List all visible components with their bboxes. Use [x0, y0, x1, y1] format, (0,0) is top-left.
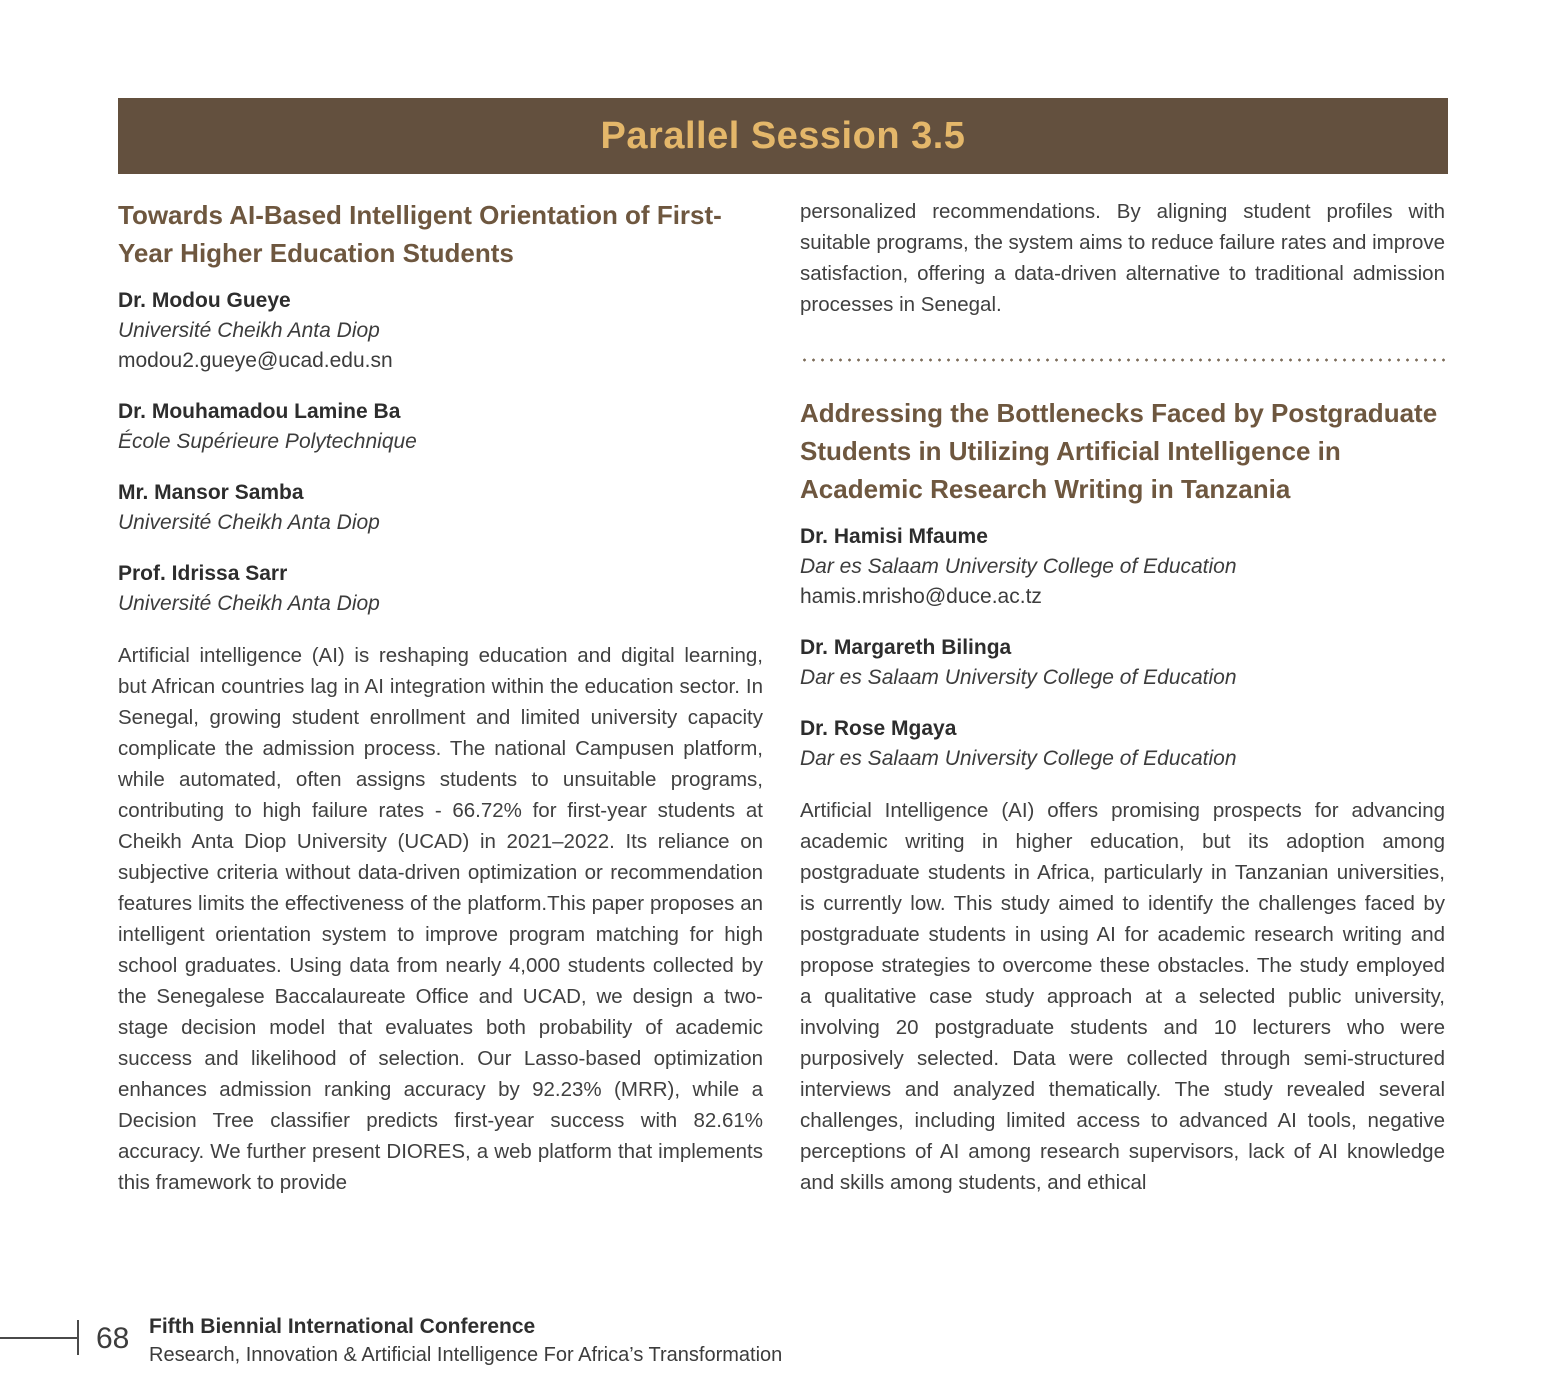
author-affiliation: Dar es Salaam University College of Education [800, 666, 1237, 689]
author-name: Dr. Modou Gueye [118, 289, 291, 312]
author-block [118, 286, 763, 376]
paper1-abstract-part1: Artificial intelligence (AI) is reshaping education and digital learning, but African countries lag in AI integration within the education sector. In Senegal, growing student enrollment and limited university capacity complicate the admission process. The national Campusen platform, while automated, often assigns students to unsuitable programs, contributing to high failure rates - 66.72% for first-year students at Cheikh Anta Diop University (UCAD) in 2021–2022. Its reliance on subjective criteria without data-driven optimization or recommendation features limits the effectiveness of the platform.This paper proposes an intelligent orientation system to improve program matching for high school graduates. Using data from nearly 4,000 students collected by the Senegalese Baccalaureate Office and UCAD, we design a two-stage decision model that evaluates both probability of academic success and likelihood of selection. Our Lasso-based optimization enhances admission ranking accuracy by 92.23% (MRR), while a Decision Tree classifier predicts first-year success with 82.61% accuracy. We further present DIORES, a web platform that implements this framework to provide [118, 644, 763, 1194]
footer-conference-subtitle: Research, Innovation & Artificial Intelligence For Africa’s Transformation [149, 1344, 783, 1366]
paper2-title: Addressing the Bottlenecks Faced by Postgraduate Students in Utilizing Artificial Intelligence in Academic Research Writing in Tanzania [800, 398, 1438, 504]
footer-horizontal-rule [0, 1337, 78, 1339]
author-block [800, 522, 1445, 612]
author-affiliation: Dar es Salaam University College of Education [800, 555, 1237, 578]
author-affiliation: Université Cheikh Anta Diop [118, 592, 380, 615]
author-affiliation: École Supérieure Polytechnique [118, 430, 417, 453]
footer-vertical-rule [77, 1320, 79, 1355]
dotted-divider [800, 358, 1445, 362]
author-block [118, 559, 763, 619]
author-name: Prof. Idrissa Sarr [118, 562, 288, 585]
author-block [800, 714, 1445, 774]
author-name: Dr. Rose Mgaya [800, 717, 957, 740]
paper1-title: Towards AI-Based Intelligent Orientation of First-Year Higher Education Students [118, 200, 722, 268]
left-column [118, 196, 763, 1198]
author-affiliation: Dar es Salaam University College of Education [800, 747, 1237, 770]
author-affiliation: Université Cheikh Anta Diop [118, 511, 380, 534]
right-column [800, 196, 1445, 1198]
author-block [800, 633, 1445, 693]
author-email: hamis.mrisho@duce.ac.tz [800, 585, 1042, 608]
page-number: 68 [96, 1322, 130, 1355]
author-name: Mr. Mansor Samba [118, 481, 304, 504]
author-block [118, 397, 763, 457]
author-name: Dr. Mouhamadou Lamine Ba [118, 400, 401, 423]
footer-text-block [149, 1313, 782, 1369]
session-title: Parallel Session 3.5 [600, 114, 966, 157]
paper2-abstract: Artificial Intelligence (AI) offers promising prospects for advancing academic writing in higher education, but its adoption among postgraduate students in Africa, particularly in Tanzanian universities, is currently low. This study aimed to identify the challenges faced by postgraduate students in using AI for academic research writing and propose strategies to overcome these obstacles. The study employed a qualitative case study approach at a selected public university, involving 20 postgraduate students and 10 lecturers who were purposively selected. Data were collected through semi-structured interviews and analyzed thematically. The study revealed several challenges, including limited access to advanced AI tools, negative perceptions of AI among research supervisors, lack of AI knowledge and skills among students, and ethical [800, 799, 1445, 1194]
author-block [118, 478, 763, 538]
author-affiliation: Université Cheikh Anta Diop [118, 319, 380, 342]
paper1-abstract-part2: personalized recommendations. By aligning student profiles with suitable programs, the system aims to reduce failure rates and improve satisfaction, offering a data-driven alternative to traditional admission processes in Senegal. [800, 200, 1445, 316]
footer-conference-name: Fifth Biennial International Conference [149, 1315, 536, 1338]
session-header-bar [118, 98, 1448, 174]
author-name: Dr. Margareth Bilinga [800, 636, 1012, 659]
author-email: modou2.gueye@ucad.edu.sn [118, 349, 393, 372]
author-name: Dr. Hamisi Mfaume [800, 525, 988, 548]
